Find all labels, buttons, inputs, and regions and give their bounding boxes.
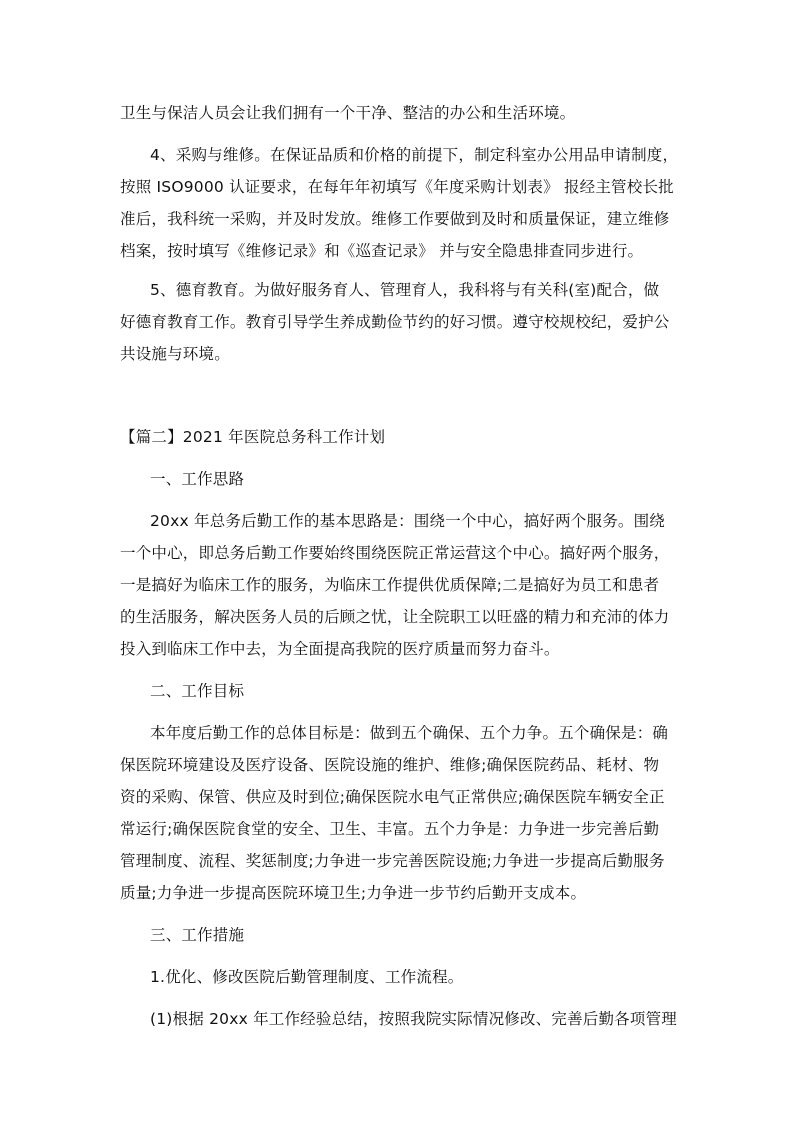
paragraph-line: (1)根据 20xx 年工作经验总结，按照我院实际情况修改、完善后勤各项管理 bbox=[150, 1010, 677, 1028]
paragraph-line: 1.优化、修改医院后勤管理制度、工作流程。 bbox=[150, 968, 464, 986]
paragraph-line: 一个中心，即总务后勤工作要始终围绕医院正常运营这个中心。搞好两个服务， bbox=[120, 544, 670, 562]
paragraph-line: 资的采购、保管、供应及时到位;确保医院水电气正常供应;确保医院车辆安全正 bbox=[120, 788, 665, 806]
paragraph-line: 4、采购与维修。在保证品质和价格的前提下，制定科室办公用品申请制度， bbox=[150, 146, 679, 164]
section-heading: 【篇二】2021 年医院总务科工作计划 bbox=[120, 428, 386, 446]
paragraph-line: 的生活服务，解决医务人员的后顾之忧，让全院职工以旺盛的精力和充沛的体力 bbox=[120, 608, 670, 626]
subsection-heading: 三、工作措施 bbox=[150, 926, 245, 944]
paragraph-line: 一是搞好为临床工作的服务，为临床工作提供优质保障;二是搞好为员工和患者 bbox=[120, 576, 660, 594]
paragraph-line: 常运行;确保医院食堂的安全、卫生、丰富。五个力争是：力争进一步完善后勤 bbox=[120, 820, 660, 838]
paragraph-line: 档案，按时填写《维修记录》和《巡查记录》 并与安全隐患排查同步进行。 bbox=[120, 242, 644, 260]
paragraph-line: 20xx 年总务后勤工作的基本思路是：围绕一个中心，搞好两个服务。围绕 bbox=[150, 512, 665, 530]
paragraph-line: 按照 ISO9000 认证要求，在每年年初填写《年度采购计划表》 报经主管校长批 bbox=[120, 178, 674, 196]
paragraph-line: 共设施与环境。 bbox=[120, 345, 230, 363]
paragraph-line: 5、德育教育。为做好服务育人、管理育人，我科将与有关科(室)配合，做 bbox=[150, 281, 660, 299]
paragraph-line: 卫生与保洁人员会让我们拥有一个干净、整洁的办公和生活环境。 bbox=[120, 104, 576, 122]
paragraph-line: 质量;力争进一步提高医院环境卫生;力争进一步节约后勤开支成本。 bbox=[120, 884, 587, 902]
paragraph-line: 本年度后勤工作的总体目标是：做到五个确保、五个力争。五个确保是：确 bbox=[150, 724, 669, 742]
paragraph-line: 管理制度、流程、奖惩制度;力争进一步完善医院设施;力争进一步提高后勤服务 bbox=[120, 852, 665, 870]
paragraph-line: 投入到临床工作中去，为全面提高我院的医疗质量而努力奋斗。 bbox=[120, 640, 560, 658]
paragraph-line: 好德育教育工作。教育引导学生养成勤俭节约的好习惯。遵守校规校纪，爱护公 bbox=[120, 313, 670, 331]
paragraph-line: 准后，我科统一采购，并及时发放。维修工作要做到及时和质量保证，建立维修 bbox=[120, 210, 670, 228]
paragraph-line: 保医院环境建设及医疗设备、医院设施的维护、维修;确保医院药品、耗材、物 bbox=[120, 756, 660, 774]
subsection-heading: 二、工作目标 bbox=[150, 682, 245, 700]
subsection-heading: 一、工作思路 bbox=[150, 470, 245, 488]
